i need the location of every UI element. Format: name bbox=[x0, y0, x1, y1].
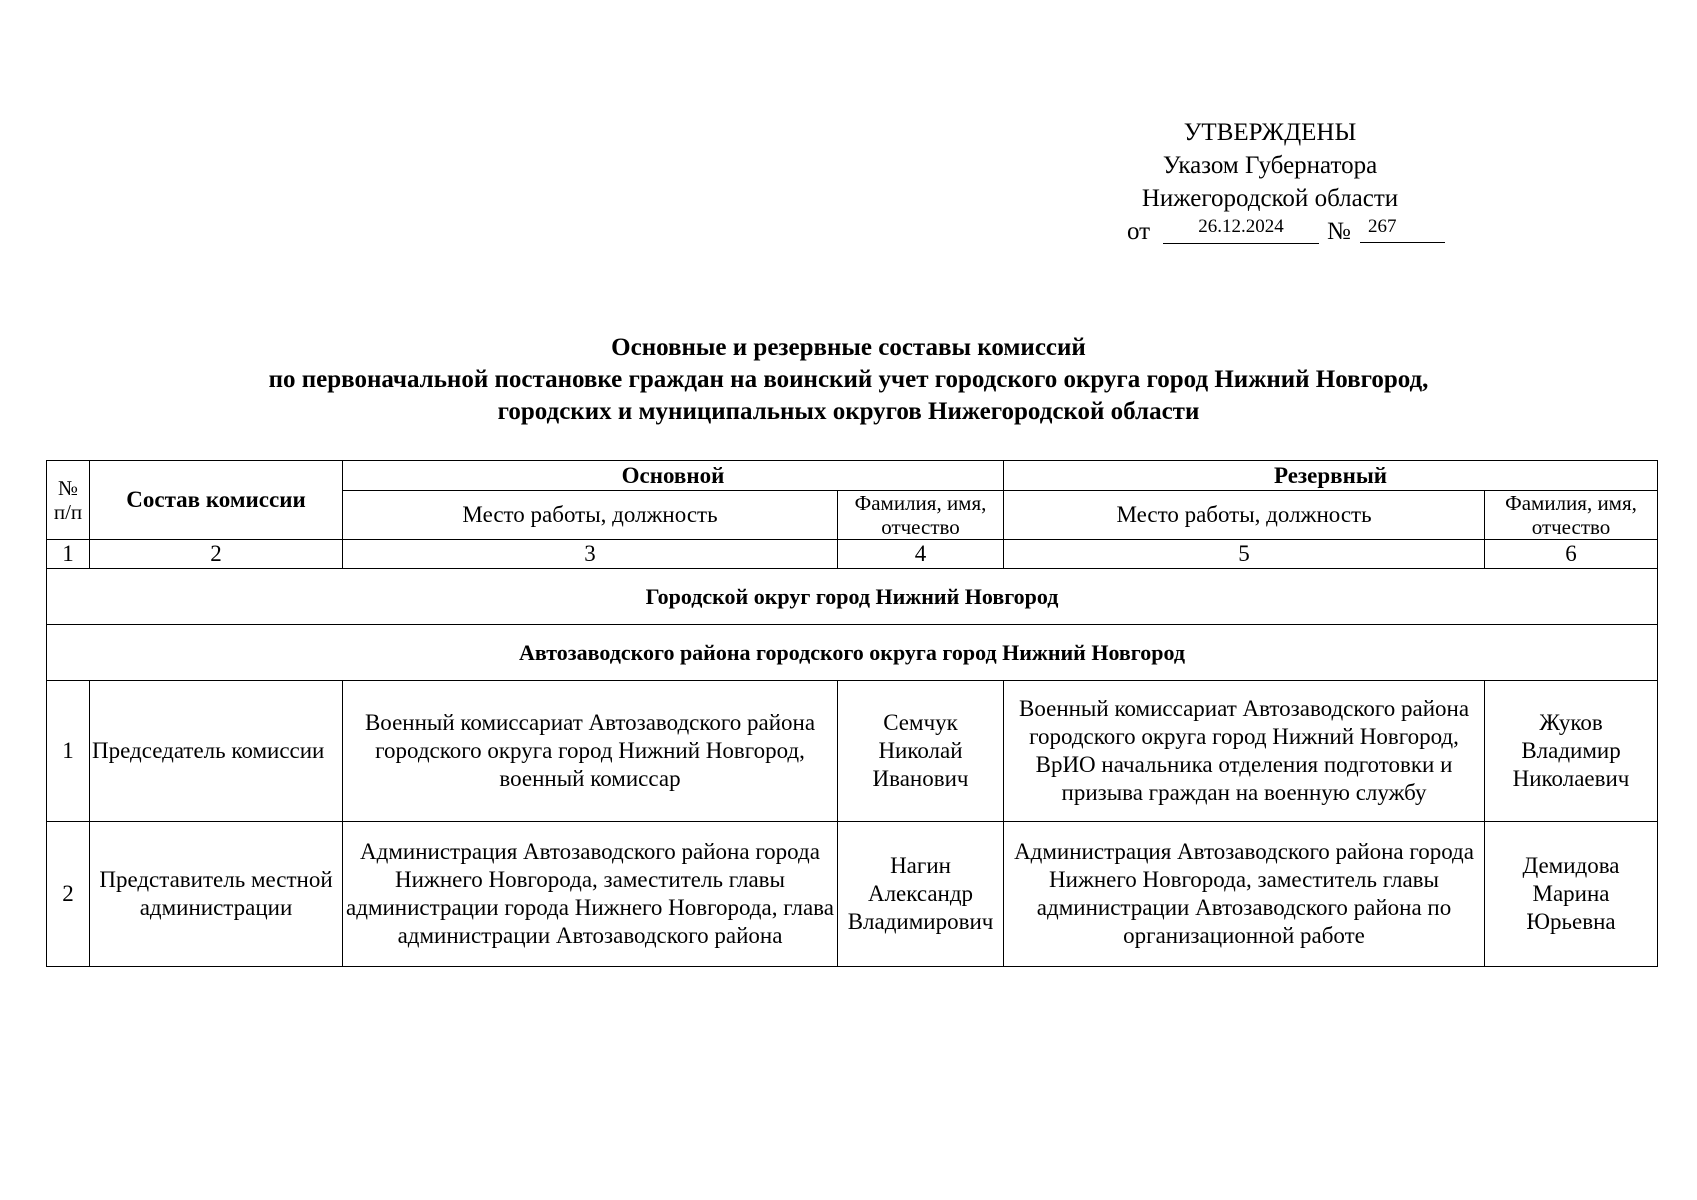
row-reserve-workplace: Администрация Автозаводского района города Нижнего Новгорода, заместитель главы администрации Автозаводского района по организационной работе bbox=[1004, 822, 1485, 967]
header-composition: Состав комиссии bbox=[90, 461, 343, 540]
approval-title: УТВЕРЖДЕНЫ bbox=[1183, 119, 1357, 146]
title-line-1: Основные и резервные составы комиссий bbox=[611, 334, 1086, 361]
title-line-3: городских и муниципальных округов Нижегородской области bbox=[497, 398, 1200, 425]
row-role: Председатель комиссии bbox=[90, 681, 343, 822]
from-label: от bbox=[1127, 218, 1151, 245]
row-main-name: Семчук Николай Иванович bbox=[838, 681, 1004, 822]
row-main-workplace: Администрация Автозаводского района города Нижнего Новгорода, заместитель главы администрации города Нижнего Новгорода, глава администрации Автозаводского района bbox=[343, 822, 838, 967]
approval-block bbox=[1120, 116, 1420, 215]
header-num: № п/п bbox=[47, 461, 90, 540]
row-main-workplace: Военный комиссариат Автозаводского района городского округа город Нижний Новгород, военный комиссар bbox=[343, 681, 838, 822]
row-main-name: Нагин Александр Владимирович bbox=[838, 822, 1004, 967]
column-number: 2 bbox=[90, 540, 343, 569]
header-main: Основной bbox=[343, 461, 1004, 491]
row-num: 2 bbox=[47, 822, 90, 967]
section-city-district: Городской округ город Нижний Новгород bbox=[47, 569, 1658, 625]
approval-date: 26.12.2024 bbox=[1163, 214, 1319, 244]
title-line-2: по первоначальной постановке граждан на воинский учет городского округа город Нижний Новгород, bbox=[268, 366, 1429, 393]
row-num: 1 bbox=[47, 681, 90, 822]
approval-number: 267 bbox=[1360, 214, 1445, 243]
approval-decree: Указом Губернатора bbox=[1162, 152, 1378, 179]
column-number: 6 bbox=[1485, 540, 1658, 569]
section-avtozavodsky: Автозаводского района городского округа город Нижний Новгород bbox=[47, 625, 1658, 681]
row-reserve-name: Жуков Владимир Николаевич bbox=[1485, 681, 1658, 822]
commission-table bbox=[46, 460, 1658, 967]
header-main-workplace: Место работы, должность bbox=[343, 491, 838, 540]
document-title bbox=[0, 332, 1697, 428]
row-role: Представитель местной администрации bbox=[90, 822, 343, 967]
header-reserve: Резервный bbox=[1004, 461, 1658, 491]
row-reserve-workplace: Военный комиссариат Автозаводского района городского округа город Нижний Новгород, ВрИО начальника отделения подготовки и призыва граждан на военную службу bbox=[1004, 681, 1485, 822]
column-number: 5 bbox=[1004, 540, 1485, 569]
column-number: 4 bbox=[838, 540, 1004, 569]
header-reserve-name: Фамилия, имя, отчество bbox=[1485, 491, 1658, 540]
row-reserve-name: Демидова Марина Юрьевна bbox=[1485, 822, 1658, 967]
header-main-name: Фамилия, имя, отчество bbox=[838, 491, 1004, 540]
table-row bbox=[47, 822, 1658, 967]
table-row bbox=[47, 681, 1658, 822]
approval-region: Нижегородской области bbox=[1141, 185, 1399, 212]
header-reserve-workplace: Место работы, должность bbox=[1004, 491, 1485, 540]
number-label: № bbox=[1327, 218, 1351, 245]
column-number: 3 bbox=[343, 540, 838, 569]
column-number: 1 bbox=[47, 540, 90, 569]
